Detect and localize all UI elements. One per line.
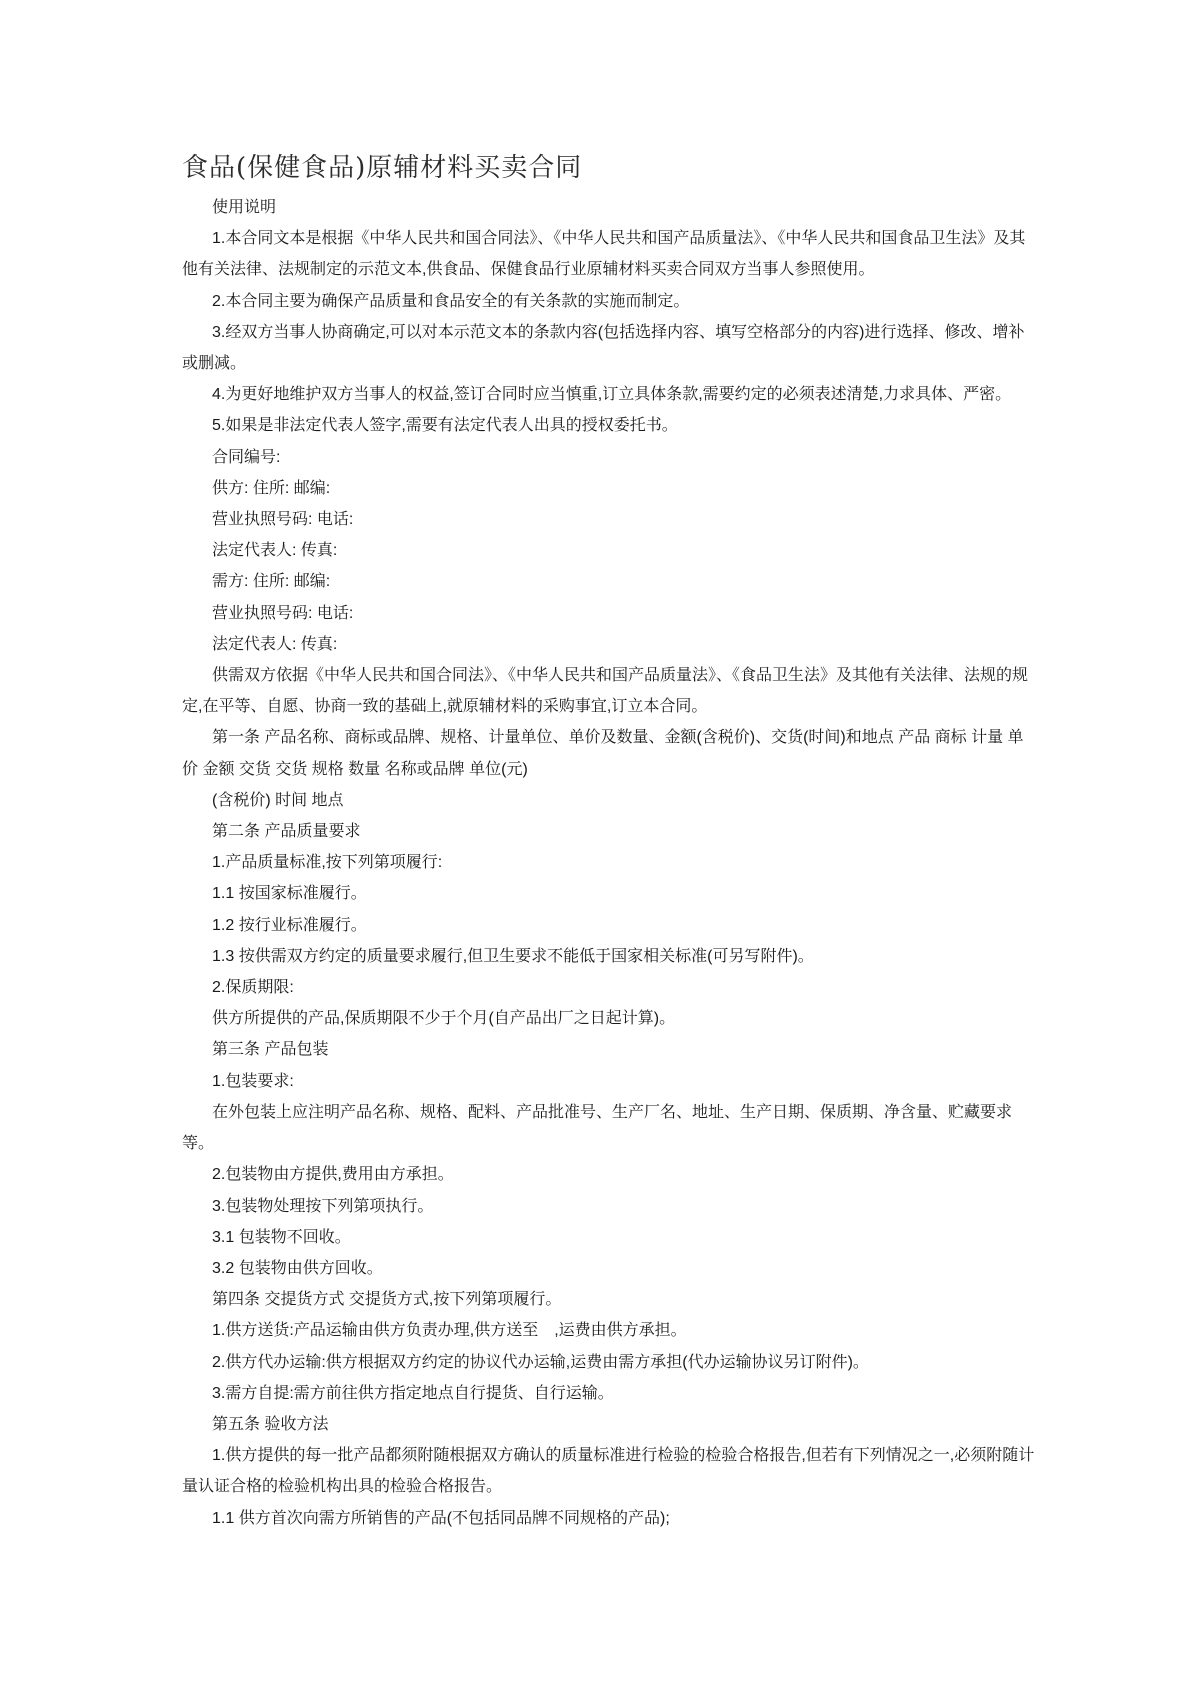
paragraph: 第四条 交提货方式 交提货方式,按下列第项履行。: [212, 1291, 562, 1309]
paragraph: 法定代表人: 传真:: [212, 542, 338, 560]
paragraph: 2.包装物由方提供,费用由方承担。: [212, 1166, 454, 1184]
paragraph: 第二条 产品质量要求: [212, 823, 361, 841]
paragraph: 营业执照号码: 电话:: [212, 511, 354, 529]
paragraph: 1.1 供方首次向需方所销售的产品(不包括同品牌不同规格的产品);: [212, 1509, 670, 1527]
paragraph: 第五条 验收方法: [212, 1415, 329, 1433]
paragraph: 供方: 住所: 邮编:: [212, 479, 331, 497]
paragraph: 需方: 住所: 邮编:: [212, 573, 331, 591]
paragraph: 3.经双方当事人协商确定,可以对本示范文本的条款内容(包括选择内容、填写空格部分的内容)进行选择、修改、增补或删减。: [182, 323, 1025, 373]
paragraph: 1.本合同文本是根据《中华人民共和国合同法》、《中华人民共和国产品质量法》、《中华人民共和国食品卫生法》及其他有关法律、法规制定的示范文本,供食品、保健食品行业原辅材料买卖合同双方当事人参照使用。: [182, 230, 1026, 279]
paragraph: 2.供方代办运输:供方根据双方约定的协议代办运输,运费由需方承担(代办运输协议另订附件)。: [212, 1353, 869, 1371]
paragraph: 第三条 产品包装: [212, 1041, 329, 1059]
paragraph: 1.2 按行业标准履行。: [212, 916, 367, 934]
paragraph: 1.供方提供的每一批产品都须附随根据双方确认的质量标准进行检验的检验合格报告,但若有下列情况之一,必须附随计量认证合格的检验机构出具的检验合格报告。: [182, 1447, 1035, 1496]
document-title: 食品(保健食品)原辅材料买卖合同: [182, 153, 583, 183]
document-content: [182, 150, 1038, 1534]
paragraph: 3.1 包装物不回收。: [212, 1228, 351, 1246]
paragraph: 3.包装物处理按下列第项执行。: [212, 1197, 434, 1215]
paragraph: 1.供方送货:产品运输由供方负责办理,供方送至 ,运费由供方承担。: [212, 1322, 687, 1340]
paragraph: 营业执照号码: 电话:: [212, 604, 354, 622]
paragraph: 第一条 产品名称、商标或品牌、规格、计量单位、单价及数量、金额(含税价)、交货(时间)和地点 产品 商标 计量 单价 金额 交货 交货 规格 数量 名称或品牌 单位(元): [182, 729, 1024, 778]
paragraph: 1.包装要求:: [212, 1072, 294, 1090]
paragraph: 使用说明: [212, 199, 277, 216]
paragraph: 1.1 按国家标准履行。: [212, 885, 367, 903]
paragraph: 2.保质期限:: [212, 979, 294, 997]
paragraph: 3.需方自提:需方前往供方指定地点自行提货、自行运输。: [212, 1384, 614, 1402]
paragraph: 3.2 包装物由供方回收。: [212, 1259, 383, 1277]
paragraph: 供需双方依据《中华人民共和国合同法》、《中华人民共和国产品质量法》、《食品卫生法》及其他有关法律、法规的规定,在平等、自愿、协商一致的基础上,就原辅材料的采购事宜,订立本合同。: [182, 667, 1029, 716]
paragraph: 2.本合同主要为确保产品质量和食品安全的有关条款的实施而制定。: [212, 292, 690, 310]
paragraph: 5.如果是非法定代表人签字,需要有法定代表人出具的授权委托书。: [212, 417, 678, 435]
paragraph: 4.为更好地维护双方当事人的权益,签订合同时应当慎重,订立具体条款,需要约定的必须表述清楚,力求具体、严密。: [212, 386, 1012, 404]
paragraph: 1.3 按供需双方约定的质量要求履行,但卫生要求不能低于国家相关标准(可另写附件)。: [212, 947, 814, 965]
paragraph: 供方所提供的产品,保质期限不少于个月(自产品出厂之日起计算)。: [212, 1010, 676, 1028]
paragraph: (含税价) 时间 地点: [212, 791, 344, 809]
paragraph: 1.产品质量标准,按下列第项履行:: [212, 854, 443, 872]
paragraph: 在外包装上应注明产品名称、规格、配料、产品批准号、生产厂名、地址、生产日期、保质期、净含量、贮藏要求等。: [182, 1103, 1013, 1153]
paragraph: 法定代表人: 传真:: [212, 635, 338, 653]
paragraph: 合同编号:: [212, 448, 281, 466]
document-body: [182, 192, 1038, 1534]
